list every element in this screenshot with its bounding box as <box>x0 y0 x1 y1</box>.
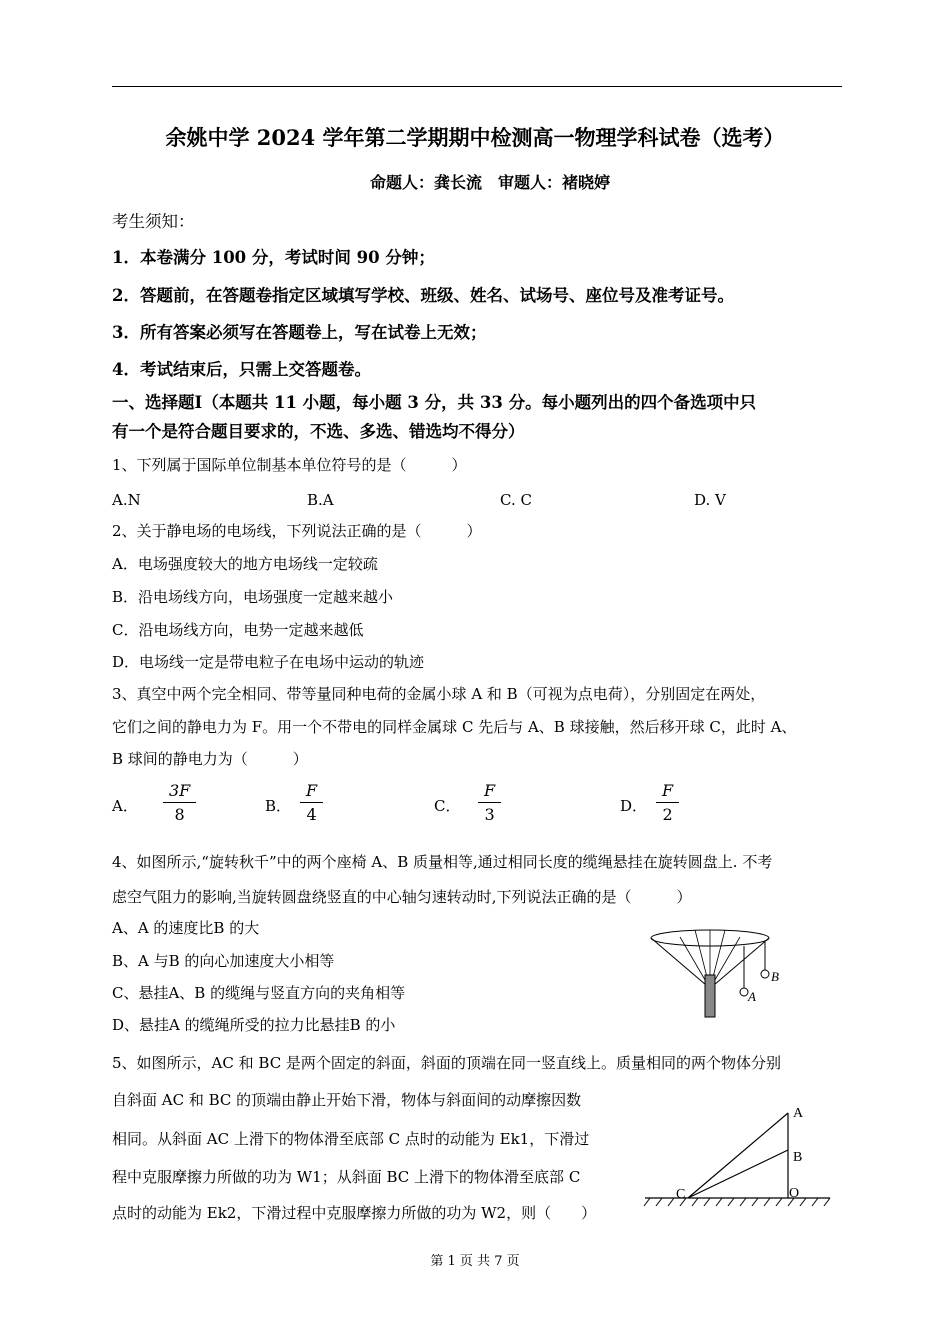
q2-option-b: B．沿电场线方向，电场强度一定越来越小 <box>112 588 394 606</box>
notice-item-2: 2．答题前，在答题卷指定区域填写学校、班级、姓名、试场号、座位号及准考证号。 <box>112 286 734 305</box>
notice-item-3: 3．所有答案必须写在答题卷上，写在试卷上无效； <box>112 323 487 342</box>
incline-label-o: O <box>789 1186 800 1201</box>
q1-option-d: D. V <box>694 491 726 509</box>
section1-heading-line2: 有一个是符合题目要求的，不选、多选、错选均不得分） <box>112 422 525 441</box>
q3-option-d-numerator: F <box>656 780 679 803</box>
q3-stem-line3: B 球间的静电力为（ ） <box>112 750 308 768</box>
q3-option-d-denominator: 2 <box>662 805 673 824</box>
incline-label-a: A <box>793 1106 804 1121</box>
q3-stem-line2: 它们之间的静电力为 F。用一个不带电的同样金属球 C 先后与 A、B 球接触，然后移开球 C，此时 A、 <box>112 718 797 736</box>
q3-option-b-label: B． <box>265 797 292 815</box>
q3-option-b-denominator: 4 <box>306 805 317 824</box>
q3-option-c-fraction <box>478 780 501 827</box>
q3-option-c-numerator: F <box>478 780 501 803</box>
q4-option-c: C、悬挂A、B 的缆绳与竖直方向的夹角相等 <box>112 984 406 1002</box>
q1-option-b: B.A <box>307 491 334 509</box>
incline-label-c: C <box>676 1187 686 1202</box>
q2-stem: 2、关于静电场的电场线，下列说法正确的是（ ） <box>112 522 482 540</box>
q3-option-a-denominator: 8 <box>174 805 185 824</box>
q2-option-a: A．电场强度较大的地方电场线一定较疏 <box>112 555 378 573</box>
q5-stem-line1: 5、如图所示，AC 和 BC 是两个固定的斜面，斜面的顶端在同一竖直线上。质量相同的两个物体分别 <box>112 1054 781 1072</box>
q4-option-d: D、悬挂A 的缆绳所受的拉力比悬挂B 的小 <box>112 1016 396 1034</box>
page-title: 余姚中学 2024 学年第二学期期中检测高一物理学科试卷（选考） <box>165 125 785 150</box>
rotating-swing-figure <box>640 915 790 1030</box>
q4-stem-line1: 4、如图所示,“旋转秋千”中的两个座椅 A、B 质量相等,通过相同长度的缆绳悬挂在旋转圆盘上. 不考 <box>112 853 773 871</box>
q3-option-b-fraction <box>300 780 323 827</box>
header-rule <box>112 86 842 87</box>
q3-option-c-label: C． <box>434 797 461 815</box>
q5-stem-line4: 程中克服摩擦力所做的功为 W1；从斜面 BC 上滑下的物体滑至底部 C <box>112 1168 581 1186</box>
q4-option-b: B、A 与B 的向心加速度大小相等 <box>112 952 335 970</box>
q3-option-a-numerator: 3F <box>163 780 196 803</box>
q5-stem-line3: 相同。从斜面 AC 上滑下的物体滑至底部 C 点时的动能为 Ek1，下滑过 <box>112 1130 590 1148</box>
q1-option-a: A.N <box>112 491 141 509</box>
authors-line: 命题人：龚长流 审题人：褚晓婷 <box>369 173 610 192</box>
q2-option-d: D．电场线一定是带电粒子在电场中运动的轨迹 <box>112 653 425 671</box>
q2-option-c: C．沿电场线方向，电势一定越来越低 <box>112 621 364 639</box>
q3-stem-line1: 3、真空中两个完全相同、带等量同种电荷的金属小球 A 和 B（可视为点电荷），分别固定在两处， <box>112 685 766 703</box>
q4-option-a: A、A 的速度比B 的大 <box>112 919 260 937</box>
q3-option-d-fraction <box>656 780 679 827</box>
q3-option-b-numerator: F <box>300 780 323 803</box>
incline-figure <box>640 1100 840 1215</box>
q5-stem-line2: 自斜面 AC 和 BC 的顶端由静止开始下滑，物体与斜面间的动摩擦因数 <box>112 1091 582 1109</box>
q3-option-a-label: A． <box>112 797 138 815</box>
q1-stem: 1、下列属于国际单位制基本单位符号的是（ ） <box>112 456 467 474</box>
page-footer: 第 1 页 共 7 页 <box>430 1254 520 1269</box>
q3-option-c-denominator: 3 <box>484 805 495 824</box>
notice-heading: 考生须知： <box>112 212 195 231</box>
q3-option-a-fraction <box>163 780 196 827</box>
q4-stem-line2: 虑空气阻力的影响,当旋转圆盘绕竖直的中心轴匀速转动时,下列说法正确的是（ ） <box>112 888 692 906</box>
q3-option-d-label: D． <box>620 797 648 815</box>
swing-label-b: B <box>771 969 779 984</box>
notice-item-1: 1．本卷满分 100 分，考试时间 90 分钟； <box>112 248 435 267</box>
q5-stem-line5: 点时的动能为 Ek2，下滑过程中克服摩擦力所做的功为 W2，则（ ） <box>112 1204 597 1222</box>
section1-heading-line1: 一、选择题Ⅰ（本题共 11 小题，每小题 3 分，共 33 分。每小题列出的四个备选项中只 <box>112 393 757 412</box>
incline-label-b: B <box>793 1150 803 1165</box>
swing-label-a: A <box>748 989 756 1004</box>
notice-item-4: 4．考试结束后，只需上交答题卷。 <box>112 360 371 379</box>
q1-option-c: C. C <box>500 491 532 509</box>
